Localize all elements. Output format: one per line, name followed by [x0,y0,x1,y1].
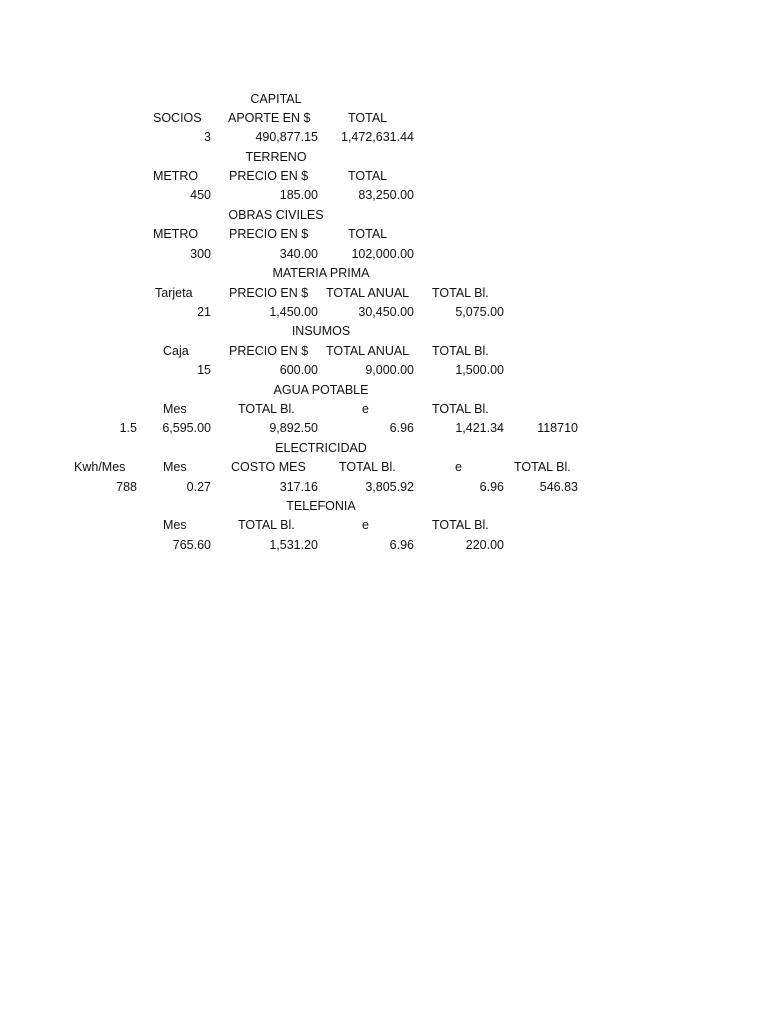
value-precio: 185.00 [279,188,318,202]
header-metro: METRO [153,169,199,183]
value-total-bl: 546.83 [539,480,578,494]
header-caja: Caja [163,344,189,358]
header-total-bl: TOTAL Bl. [432,518,489,532]
value-e: 6.96 [389,538,414,552]
header-precio: PRECIO EN $ [229,344,309,358]
header-total-bl: TOTAL Bl. [238,402,295,416]
header-socios: SOCIOS [153,111,202,125]
section-title-electricidad: ELECTRICIDAD [275,441,367,455]
value-e: 6.96 [389,421,414,435]
value-metro: 300 [190,247,211,261]
header-metro: METRO [153,227,199,241]
value-total-bl: 1,500.00 [455,363,504,377]
value-caja: 15 [197,363,211,377]
value-total: 1,472,631.44 [341,130,414,144]
value-total-anual: 9,000.00 [365,363,414,377]
section-title-materia-prima: MATERIA PRIMA [272,266,370,280]
value-total-bl: 220.00 [465,538,504,552]
header-total-bl: TOTAL Bl. [432,286,489,300]
value-total-bl: 1,531.20 [269,538,318,552]
value-e: 6.96 [479,480,504,494]
header-total: TOTAL [348,111,388,125]
section-title-obras-civiles: OBRAS CIVILES [228,208,324,222]
header-e: e [455,460,462,474]
header-total-anual: TOTAL ANUAL [326,344,410,358]
value-mes: 0.27 [186,480,211,494]
header-precio: PRECIO EN $ [229,286,309,300]
value-socios: 3 [204,130,211,144]
header-precio: PRECIO EN $ [229,227,309,241]
section-title-insumos: INSUMOS [291,324,351,338]
value-total: 83,250.00 [358,188,414,202]
header-total: TOTAL [348,227,388,241]
section-title-telefonia: TELEFONIA [286,499,356,513]
header-total-bl: TOTAL Bl. [514,460,571,474]
value-extra: 118710 [537,421,578,435]
value-mes: 6,595.00 [162,421,211,435]
section-title-terreno: TERRENO [245,150,307,164]
value-total-bl: 5,075.00 [455,305,504,319]
header-total: TOTAL [348,169,388,183]
header-e: e [362,518,369,532]
header-mes: Mes [163,402,187,416]
header-total-anual: TOTAL ANUAL [326,286,410,300]
header-aporte: APORTE EN $ [228,111,311,125]
value-total-bl: 3,805.92 [365,480,414,494]
value-precio: 600.00 [279,363,318,377]
header-costo-mes: COSTO MES [231,460,306,474]
value-total-bl: 1,421.34 [455,421,504,435]
value-mes: 765.60 [172,538,211,552]
value-total-bl: 9,892.50 [269,421,318,435]
header-total-bl: TOTAL Bl. [432,402,489,416]
section-title-capital: CAPITAL [250,92,302,106]
header-kwh-mes: Kwh/Mes [74,460,126,474]
value-metro: 450 [190,188,211,202]
header-mes: Mes [163,518,187,532]
header-total-bl: TOTAL Bl. [339,460,396,474]
value-precio: 1,450.00 [269,305,318,319]
value-total: 102,000.00 [351,247,414,261]
header-precio: PRECIO EN $ [229,169,309,183]
header-tarjeta: Tarjeta [155,286,193,300]
header-total-bl: TOTAL Bl. [432,344,489,358]
value-tarjeta: 21 [197,305,211,319]
value-kwh-mes: 788 [116,480,137,494]
value-costo-mes: 317.16 [279,480,318,494]
header-mes: Mes [163,460,187,474]
header-total-bl: TOTAL Bl. [238,518,295,532]
value-precio: 340.00 [279,247,318,261]
value-aporte: 490,877.15 [255,130,318,144]
section-title-agua-potable: AGUA POTABLE [273,383,369,397]
value-factor: 1.5 [119,421,137,435]
header-e: e [362,402,369,416]
value-total-anual: 30,450.00 [358,305,414,319]
